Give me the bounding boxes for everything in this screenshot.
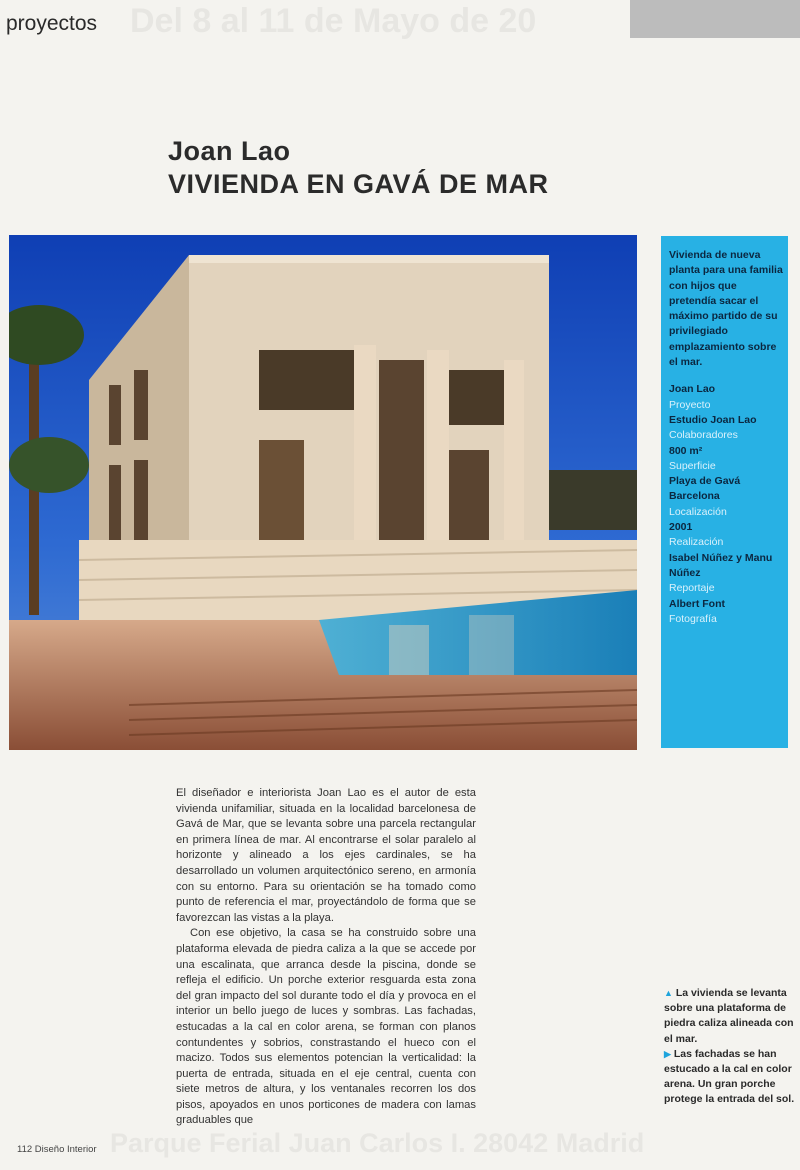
credit-item: [669, 413, 784, 444]
credit-role: Reportaje: [669, 582, 715, 595]
project-title: VIVIENDA EN GAVÁ DE MAR: [168, 169, 549, 199]
triangle-right-icon: ▶: [664, 1048, 671, 1059]
credit-value: 800 m²: [669, 444, 703, 457]
caption-item: [664, 1047, 800, 1108]
credit-role: Fotografía: [669, 612, 717, 625]
caption-item: [664, 986, 800, 1047]
credit-item: [669, 597, 784, 628]
credit-value: Isabel Núñez y Manu Núñez: [669, 551, 773, 579]
show-through-text: Del 8 al 11 de Mayo de 20: [130, 2, 537, 40]
project-intro: Vivienda de nueva planta para una familia con hijos que pretendía sacar el máximo partido de su privilegiado emplazamiento sobre el mar.: [669, 249, 783, 369]
designer-name: Joan Lao: [168, 136, 291, 166]
credit-item: [669, 444, 784, 475]
credit-role: Realización: [669, 536, 724, 549]
credit-role: Localización: [669, 505, 727, 518]
header-tab: [630, 0, 800, 38]
credit-value: Albert Font: [669, 597, 725, 610]
caption-text: La vivienda se levanta sobre una plataforma de piedra caliza alineada con el mar.: [664, 987, 794, 1045]
page-footer: 112 Diseño Interior: [17, 1144, 97, 1155]
credit-role: Colaboradores: [669, 429, 738, 442]
section-label: proyectos: [6, 12, 98, 35]
credit-role: Superficie: [669, 459, 716, 472]
triangle-up-icon: ▲: [664, 988, 673, 998]
title-block: [168, 136, 549, 200]
credit-item: [669, 520, 784, 551]
credit-value: Joan Lao: [669, 383, 716, 396]
caption-text: Las fachadas se han estucado a la cal en color arena. Un gran porche protege la entrada del sol.: [664, 1047, 795, 1106]
credit-value: 2001: [669, 521, 693, 534]
credit-item: [669, 382, 784, 413]
credit-item: [669, 474, 784, 520]
paragraph: Con ese objetivo, la casa se ha construido sobre una plataforma elevada de piedra caliza a la que se accede por una escalinata, que arranca desde la piscina, donde se refleja el edificio. Un porche exterior resguarda esta zona del gran impacto del sol durante todo el día y provoca en el interior un bello juego de luces y sombras. Las fachadas, estucadas a la cal en color arena, se forman con planos contundentes y sobrios, constrastando el hueco con el macizo. Todos sus elementos potencian la verticalidad: la puerta de entrada, situada en el eje central, cuenta con siete metros de altura, y los ventanales recorren los dos pisos, apoyados en unos porticones de madera con lamas graduables que: [176, 927, 476, 1127]
paragraph: El diseñador e interiorista Joan Lao es el autor de esta vivienda unifamiliar, situada en la localidad barcelonesa de Gavá de Mar, que se levanta sobre una parcela rectangular en primera línea de mar. Al encontrarse el solar paralelo al horizonte y alineado a los ejes cardinales, se ha desarrollado un volumen arquitectónico sereno, en armonía con su entorno. Para su orientación se ha tomado como punto de referencia el mar, proyectándolo de forma que se favorezcan las vistas a la playa.: [176, 787, 476, 924]
project-info-box: [661, 236, 788, 748]
photo-caption: [664, 986, 800, 1108]
article-body: [176, 786, 476, 1129]
credit-value: Estudio Joan Lao: [669, 413, 757, 426]
credit-item: [669, 551, 784, 597]
credit-role: Proyecto: [669, 398, 711, 411]
show-through-text: Parque Ferial Juan Carlos I. 28042 Madrid: [110, 1128, 645, 1158]
house-photo: [9, 235, 637, 750]
credit-value: Playa de Gavá Barcelona: [669, 475, 741, 503]
house-illustration: [9, 235, 637, 750]
